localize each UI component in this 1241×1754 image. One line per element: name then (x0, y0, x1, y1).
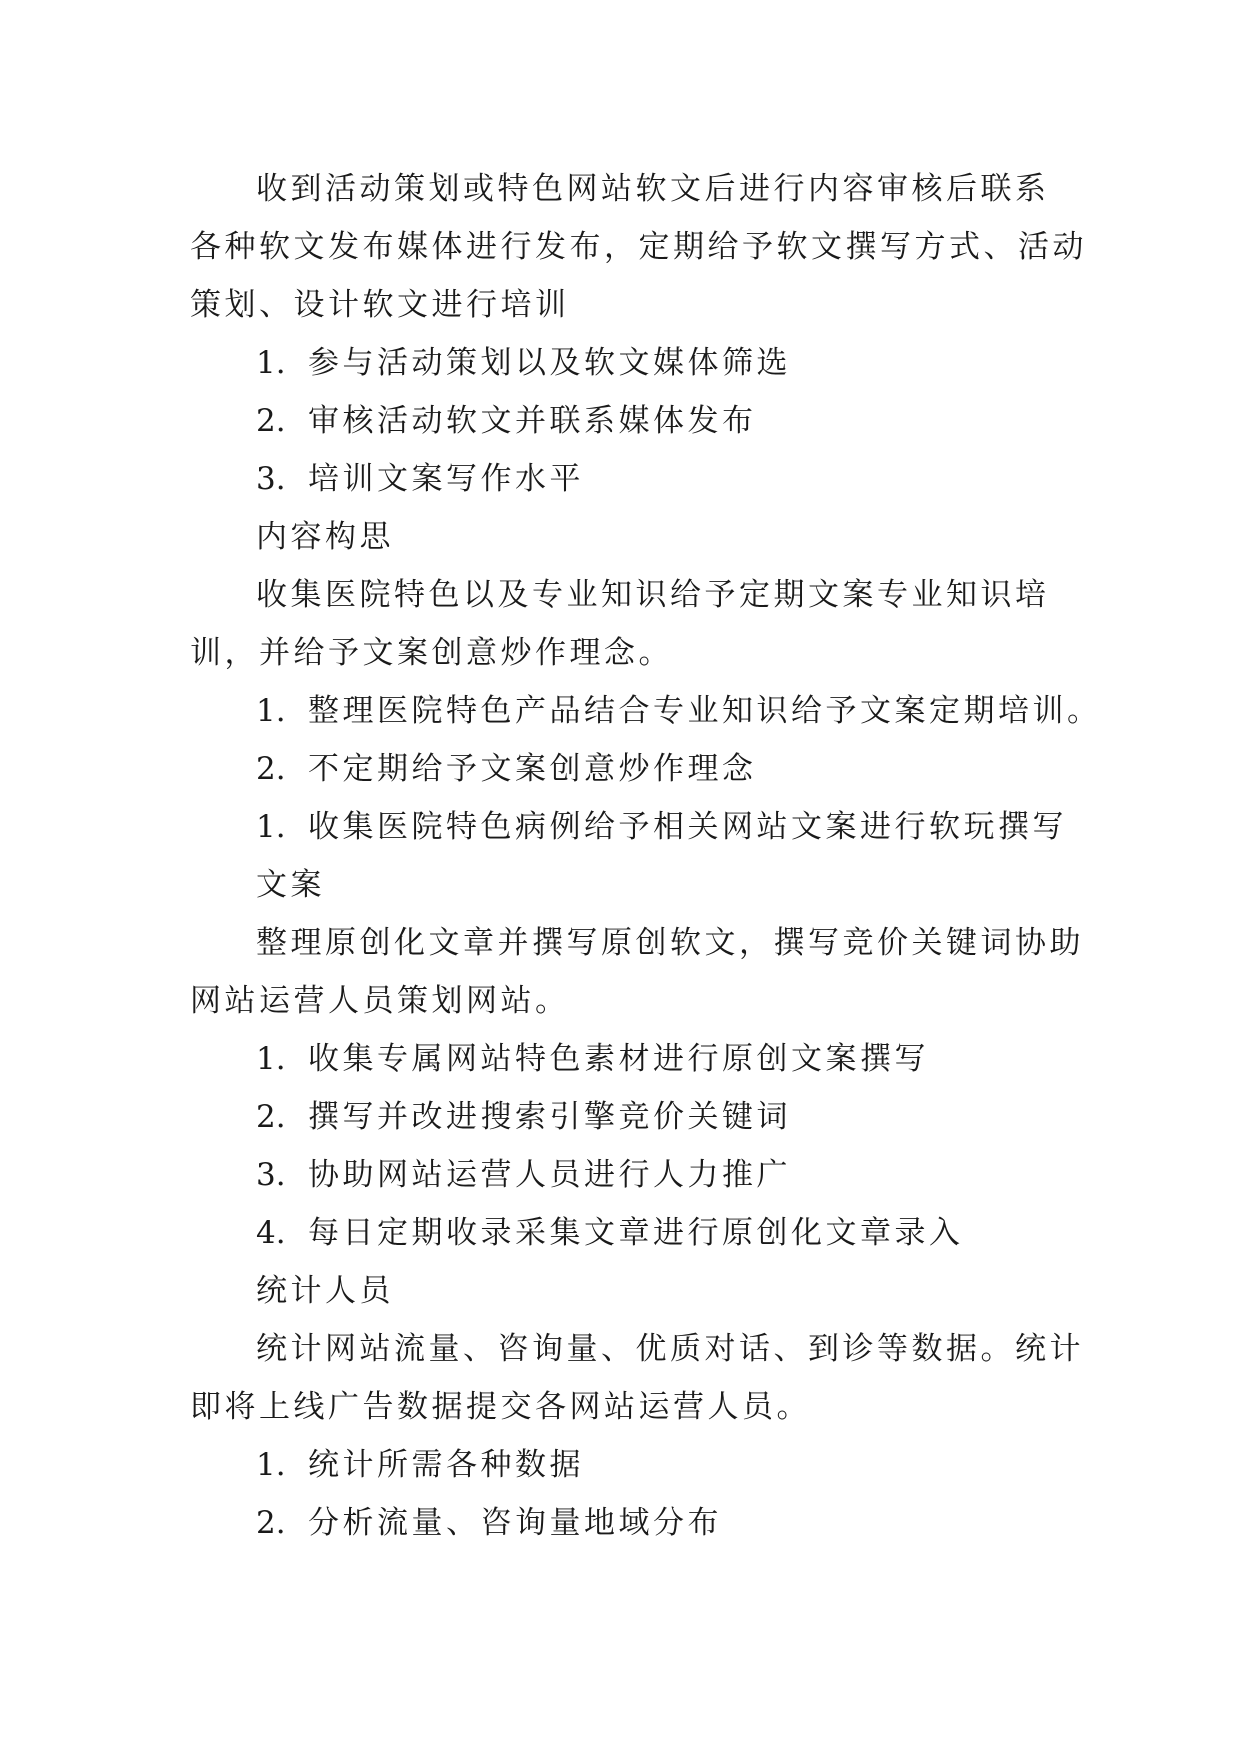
list-number: 1. (256, 345, 286, 381)
paragraph-line (190, 972, 1052, 1030)
line-text: 训，并给予文案创意炒作理念。 (190, 635, 673, 671)
paragraph-line (190, 1378, 1052, 1436)
line-text: 收集医院特色以及专业知识给予定期文案专业知识培 (256, 577, 1050, 613)
paragraph-line (190, 624, 1052, 682)
list-item-text: 撰写并改进搜索引擎竞价关键词 (308, 1099, 791, 1135)
list-item-text: 收集专属网站特色素材进行原创文案撰写 (308, 1041, 929, 1077)
list-item (190, 1494, 1052, 1552)
list-item-text: 整理医院特色产品结合专业知识给予文案定期培训。 (308, 693, 1102, 729)
list-item (190, 450, 1052, 508)
line-text: 网站运营人员策划网站。 (190, 983, 570, 1019)
list-item (190, 740, 1052, 798)
line-text: 整理原创化文章并撰写原创软文，撰写竞价关键词协助 (256, 925, 1084, 961)
list-item (190, 1146, 1052, 1204)
list-number: 2. (256, 403, 286, 439)
list-item-text: 协助网站运营人员进行人力推广 (308, 1157, 791, 1193)
list-number: 1. (256, 693, 286, 729)
list-number: 2. (256, 1505, 286, 1541)
line-text: 策划、设计软文进行培训 (190, 287, 570, 323)
line-text: 各种软文发布媒体进行发布，定期给予软文撰写方式、活动 (190, 229, 1087, 265)
list-item (190, 1088, 1052, 1146)
list-number: 2. (256, 751, 286, 787)
list-item (190, 682, 1102, 740)
line-text: 即将上线广告数据提交各网站运营人员。 (190, 1389, 811, 1425)
paragraph-line (190, 160, 1052, 218)
list-item-text: 分析流量、咨询量地域分布 (308, 1505, 722, 1541)
list-item-text: 统计所需各种数据 (308, 1447, 584, 1483)
paragraph-line (190, 566, 1052, 624)
section-heading (190, 508, 1052, 566)
list-item (190, 334, 1052, 392)
list-number: 3. (256, 1157, 286, 1193)
list-item (190, 1030, 1052, 1088)
list-item-text: 不定期给予文案创意炒作理念 (308, 751, 757, 787)
heading-text: 内容构思 (256, 519, 394, 555)
list-item (190, 1204, 1052, 1262)
list-number: 1. (256, 1447, 286, 1483)
line-text: 收到活动策划或特色网站软文后进行内容审核后联系 (256, 171, 1050, 207)
line-text: 统计网站流量、咨询量、优质对话、到诊等数据。统计 (256, 1331, 1084, 1367)
paragraph-line (190, 1320, 1084, 1378)
heading-text: 统计人员 (256, 1273, 394, 1309)
list-number: 1. (256, 809, 286, 845)
list-item-text: 参与活动策划以及软文媒体筛选 (308, 345, 791, 381)
list-item (190, 392, 1052, 450)
section-heading (190, 856, 1052, 914)
list-number: 3. (256, 461, 286, 497)
paragraph-line (190, 914, 1084, 972)
section-heading (190, 1262, 1052, 1320)
list-item-text: 培训文案写作水平 (308, 461, 584, 497)
paragraph-line (190, 276, 1052, 334)
paragraph-line (190, 218, 1087, 276)
list-number: 4. (256, 1215, 286, 1251)
list-item-text: 每日定期收录采集文章进行原创化文章录入 (308, 1215, 964, 1251)
list-number: 2. (256, 1099, 286, 1135)
list-item (190, 1436, 1052, 1494)
document-body (190, 160, 1102, 1552)
list-item (190, 798, 1067, 856)
list-number: 1. (256, 1041, 286, 1077)
heading-text: 文案 (256, 867, 325, 903)
list-item-text: 收集医院特色病例给予相关网站文案进行软玩撰写 (308, 809, 1067, 845)
list-item-text: 审核活动软文并联系媒体发布 (308, 403, 757, 439)
